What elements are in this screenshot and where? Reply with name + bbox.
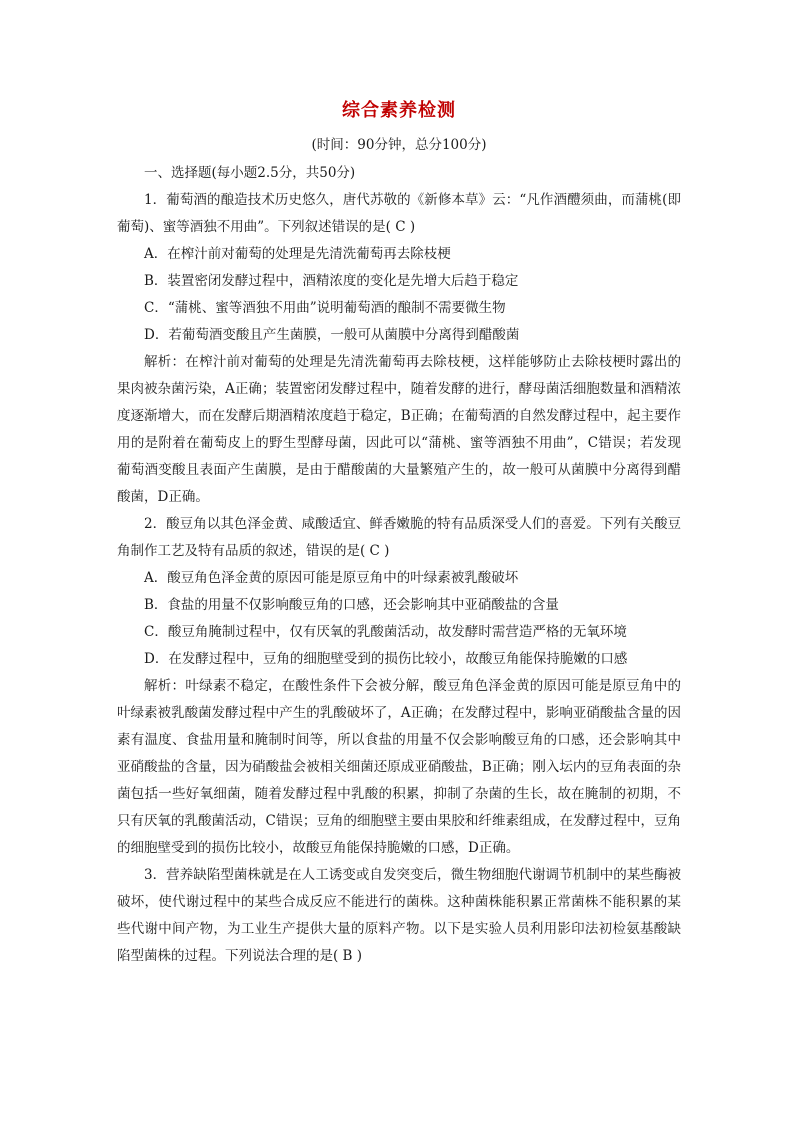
question-3-stem: 3．营养缺陷型菌株就是在人工诱变或自发突变后，微生物细胞代谢调节机制中的某些酶被破坏，使代谢过程中的某些合成反应不能进行的菌株。这种菌株能积累正常菌株不能积累的某些代谢中间产物，为工业生产提供大量的原料产物。以下是实验人员利用影印法初检氨基酸缺陷型菌株的过程。下列说法合理的是( B ) <box>117 867 681 964</box>
question-1-analysis: 解析：在榨汁前对葡萄的处理是先清洗葡萄再去除枝梗，这样能够防止去除枝梗时露出的果肉被杂菌污染，A正确；装置密闭发酵过程中，随着发酵的进行，酵母菌活细胞数量和酒精浓度逐渐增大，而在发酵后期酒精浓度趋于稳定，B正确；在葡萄酒的自然发酵过程中，起主要作用的是附着在葡萄皮上的野生型酵母菌，因此可以“蒲桃、蜜等酒独不用曲”，C错误；若发现葡萄酒变酸且表面产生菌膜，是由于醋酸菌的大量繁殖产生的，故一般可从菌膜中分离得到醋酸菌，D正确。 <box>117 354 681 505</box>
question-2-option-a: A．酸豆角色泽金黄的原因可能是原豆角中的叶绿素被乳酸破坏 <box>144 570 519 586</box>
question-1-stem: 1．葡萄酒的酿造技术历史悠久，唐代苏敬的《新修本草》云：“凡作酒醴须曲，而蒲桃(即葡萄)、蜜等酒独不用曲”。下列叙述错误的是( C ) <box>117 192 681 235</box>
question-2-option-c: C．酸豆角腌制过程中，仅有厌氧的乳酸菌活动，故发酵时需营造严格的无氧环境 <box>144 624 627 640</box>
question-2-analysis: 解析：叶绿素不稳定，在酸性条件下会被分解，酸豆角色泽金黄的原因可能是原豆角中的叶绿素被乳酸菌发酵过程中产生的乳酸破坏了，A正确；在发酵过程中，影响亚硝酸盐含量的因素有温度、食盐用量和腌制时间等，所以食盐的用量不仅会影响酸豆角的口感，还会影响其中亚硝酸盐的含量，因为硝酸盐会被相关细菌还原成亚硝酸盐，B正确；刚入坛内的豆角表面的杂菌包括一些好氧细菌，随着发酵过程中乳酸的积累，抑制了杂菌的生长，故在腌制的初期，不只有厌氧的乳酸菌活动，C错误；豆角的细胞壁主要由果胶和纤维素组成，在发酵过程中，豆角的细胞壁受到的损伤比较小，故酸豆角能保持脆嫩的口感，D正确。 <box>117 678 681 856</box>
question-1-option-a: A．在榨汁前对葡萄的处理是先清洗葡萄再去除枝梗 <box>144 246 451 262</box>
document-body <box>117 160 681 970</box>
question-2-option-d: D．在发酵过程中，豆角的细胞壁受到的损伤比较小，故酸豆角能保持脆嫩的口感 <box>144 651 628 667</box>
question-1-option-d: D．若葡萄酒变酸且产生菌膜，一般可从菌膜中分离得到醋酸菌 <box>144 327 520 343</box>
document-title: 综合素养检测 <box>342 100 456 121</box>
question-1-option-c: C．“蒲桃、蜜等酒独不用曲”说明葡萄酒的酿制不需要微生物 <box>144 300 506 316</box>
question-1-option-b: B．装置密闭发酵过程中，酒精浓度的变化是先增大后趋于稳定 <box>144 273 519 289</box>
document-subtitle: (时间：90分钟，总分100分) <box>311 137 487 153</box>
question-2-stem: 2．酸豆角以其色泽金黄、咸酸适宜、鲜香嫩脆的特有品质深受人们的喜爱。下列有关酸豆角制作工艺及特有品质的叙述，错误的是( C ) <box>117 516 681 559</box>
question-2-option-b: B．食盐的用量不仅影响酸豆角的口感，还会影响其中亚硝酸盐的含量 <box>144 597 559 613</box>
section-heading: 一、选择题(每小题2.5分，共50分) <box>144 165 356 181</box>
